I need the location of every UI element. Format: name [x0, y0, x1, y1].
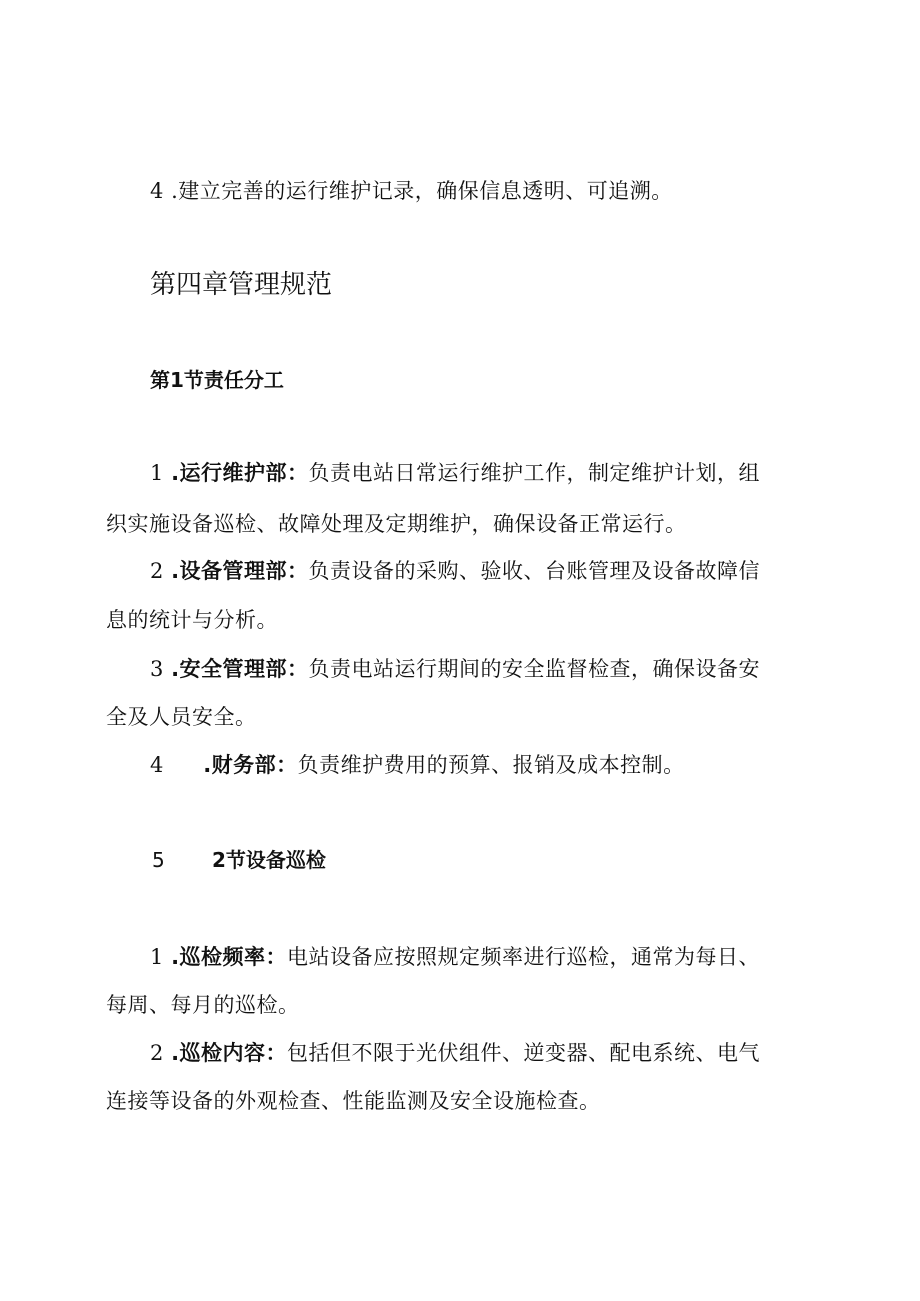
section-title: 第1节责任分工 — [150, 368, 284, 392]
item-continuation: 每周、每月的巡检。 — [106, 993, 300, 1017]
item-number: 1 — [150, 945, 164, 969]
item-term: .巡检频率： — [171, 945, 288, 969]
section-number: 5 — [152, 848, 165, 872]
list-item — [150, 942, 860, 972]
item-continuation: 织实施设备巡检、故障处理及定期维护，确保设备正常运行。 — [106, 512, 687, 536]
list-item — [150, 750, 860, 780]
item-text: 负责维护费用的预算、报销及成本控制。 — [297, 753, 685, 777]
item-continuation: 全及人员安全。 — [106, 705, 257, 729]
item-continuation: 息的统计与分析。 — [106, 608, 278, 632]
item-term: .财务部： — [203, 753, 298, 777]
list-item — [150, 654, 860, 684]
item-text: .建立完善的运行维护记录，确保信息透明、可追溯。 — [171, 179, 673, 203]
item-text: 负责电站日常运行维护工作，制定维护计划，组 — [308, 461, 761, 485]
item-number: 4 — [150, 179, 164, 203]
item-continuation: 连接等设备的外观检查、性能监测及安全设施检查。 — [106, 1089, 601, 1113]
item-text: 负责电站运行期间的安全监督检查，确保设备安 — [308, 657, 761, 681]
item-text: 电站设备应按照规定频率进行巡检，通常为每日、 — [287, 945, 761, 969]
item-number: 4 — [150, 753, 164, 777]
intro-item — [150, 176, 860, 206]
item-term: .设备管理部： — [171, 559, 309, 583]
item-term: .巡检内容： — [171, 1041, 288, 1065]
section-heading — [152, 846, 326, 874]
item-text: 负责设备的采购、验收、台账管理及设备故障信 — [308, 559, 761, 583]
item-number: 3 — [150, 657, 164, 681]
item-text: 包括但不限于光伏组件、逆变器、配电系统、电气 — [287, 1041, 761, 1065]
item-number: 2 — [150, 559, 164, 583]
list-item — [150, 556, 860, 586]
item-number: 1 — [150, 461, 164, 485]
section-title: 2节设备巡检 — [212, 848, 326, 872]
chapter-title: 第四章管理规范 — [150, 270, 333, 300]
item-term: .安全管理部： — [171, 657, 309, 681]
item-number: 2 — [150, 1041, 164, 1065]
item-term: .运行维护部： — [171, 461, 309, 485]
list-item — [150, 1038, 860, 1068]
list-item — [150, 458, 860, 488]
